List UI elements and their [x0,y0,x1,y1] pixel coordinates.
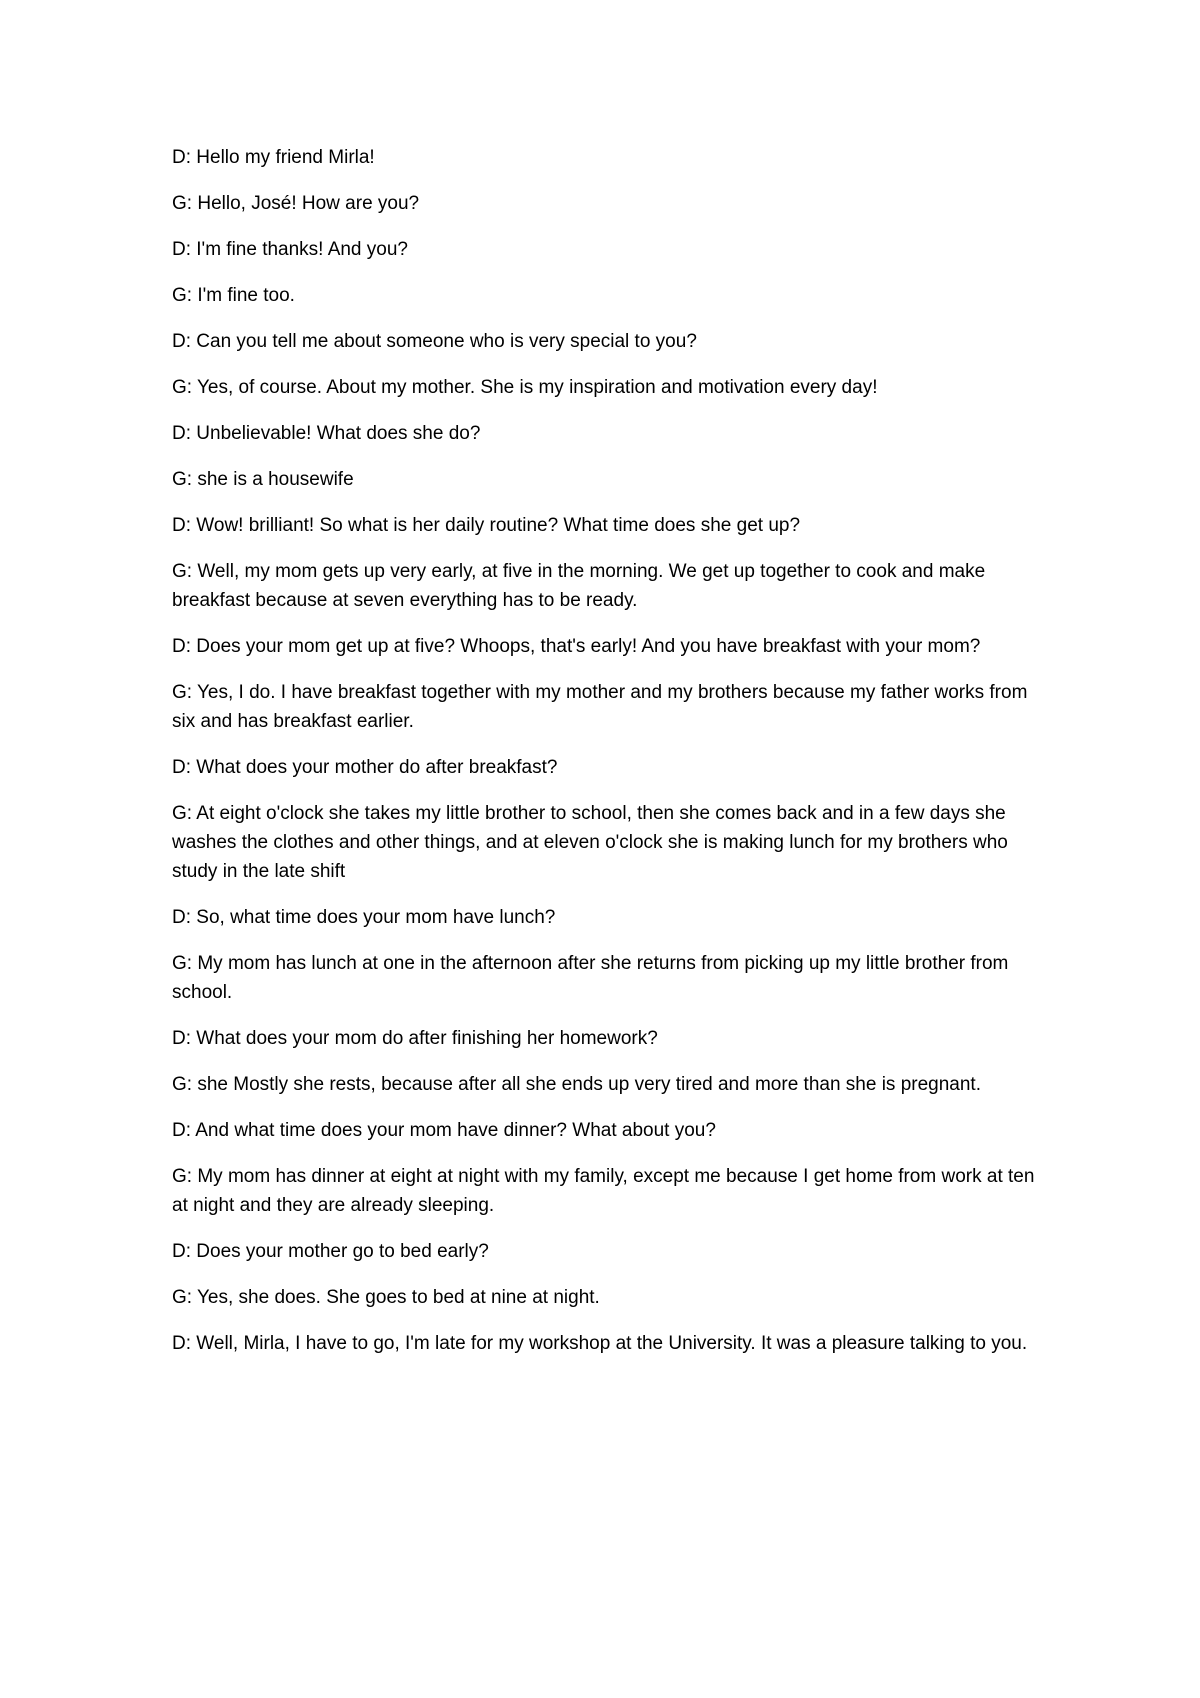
speaker-label: G: [172,1166,193,1187]
line-text: Hello my friend Mirla! [196,147,375,168]
dialogue-line-10 [172,557,1042,615]
speaker-label: D: [172,1241,191,1262]
line-text: My mom has dinner at eight at night with my family, except me because I get home from work at ten at night and they are already sleeping. [172,1166,1035,1216]
line-text: Hello, José! How are you? [197,193,420,214]
dialogue-line-9 [172,511,1042,540]
line-text: My mom has lunch at one in the afternoon after she returns from picking up my little brother from school. [172,953,1009,1003]
dialogue-line-16 [172,949,1042,1007]
dialogue-line-13 [172,753,1042,782]
dialogue-line-14 [172,799,1042,886]
dialogue-line-2 [172,189,1042,218]
dialogue-line-6 [172,373,1042,402]
speaker-label: D: [172,1028,191,1049]
line-text: At eight o'clock she takes my little brother to school, then she comes back and in a few days she washes the clothes and other things, and at eleven o'clock she is making lunch for my brothers who study in the late shift [172,803,1008,882]
line-text: What does your mother do after breakfast? [196,757,558,778]
line-text: Does your mother go to bed early? [196,1241,489,1262]
speaker-label: G: [172,1074,193,1095]
dialogue-line-11 [172,632,1042,661]
line-text: she is a housewife [197,469,354,490]
speaker-label: D: [172,423,191,444]
line-text: Unbelievable! What does she do? [196,423,481,444]
line-text: Can you tell me about someone who is very special to you? [196,331,697,352]
line-text: Well, Mirla, I have to go, I'm late for my workshop at the University. It was a pleasure talking to you. [196,1333,1028,1354]
line-text: Yes, of course. About my mother. She is my inspiration and motivation every day! [197,377,878,398]
speaker-label: G: [172,469,193,490]
speaker-label: G: [172,377,193,398]
speaker-label: G: [172,953,193,974]
speaker-label: G: [172,803,193,824]
dialogue-line-15 [172,903,1042,932]
speaker-label: D: [172,1120,191,1141]
speaker-label: D: [172,147,191,168]
speaker-label: G: [172,1287,193,1308]
speaker-label: D: [172,239,191,260]
dialogue-line-23 [172,1329,1042,1358]
line-text: Yes, she does. She goes to bed at nine at night. [197,1287,600,1308]
dialogue-line-12 [172,678,1042,736]
speaker-label: D: [172,757,191,778]
speaker-label: D: [172,907,191,928]
speaker-label: D: [172,636,191,657]
dialogue-line-22 [172,1283,1042,1312]
line-text: And what time does your mom have dinner? What about you? [195,1120,716,1141]
line-text: I'm fine thanks! And you? [196,239,408,260]
line-text: she Mostly she rests, because after all she ends up very tired and more than she is pregnant. [197,1074,981,1095]
dialogue-line-8 [172,465,1042,494]
line-text: Does your mom get up at five? Whoops, that's early! And you have breakfast with your mom? [196,636,981,657]
dialogue-body [172,143,1042,1375]
dialogue-line-5 [172,327,1042,356]
line-text: I'm fine too. [197,285,295,306]
line-text: Wow! brilliant! So what is her daily routine? What time does she get up? [196,515,801,536]
dialogue-line-21 [172,1237,1042,1266]
line-text: What does your mom do after finishing her homework? [196,1028,658,1049]
speaker-label: G: [172,561,193,582]
dialogue-line-1 [172,143,1042,172]
line-text: Yes, I do. I have breakfast together with my mother and my brothers because my father works from six and has breakfast earlier. [172,682,1028,732]
speaker-label: G: [172,682,193,703]
dialogue-line-7 [172,419,1042,448]
speaker-label: D: [172,1333,191,1354]
dialogue-line-20 [172,1162,1042,1220]
dialogue-line-17 [172,1024,1042,1053]
dialogue-line-3 [172,235,1042,264]
speaker-label: G: [172,285,193,306]
speaker-label: D: [172,331,191,352]
dialogue-line-19 [172,1116,1042,1145]
dialogue-line-4 [172,281,1042,310]
speaker-label: D: [172,515,191,536]
line-text: Well, my mom gets up very early, at five in the morning. We get up together to cook and make breakfast because at seven everything has to be ready. [172,561,986,611]
dialogue-line-18 [172,1070,1042,1099]
speaker-label: G: [172,193,193,214]
line-text: So, what time does your mom have lunch? [196,907,556,928]
